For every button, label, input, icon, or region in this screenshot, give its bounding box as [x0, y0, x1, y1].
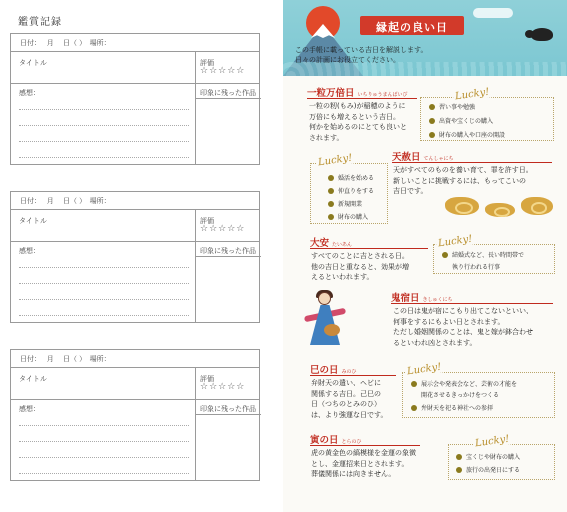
- intro-line: この手帳に載っている吉日を解説します。: [295, 46, 428, 54]
- title-label: タイトル: [19, 217, 47, 225]
- lucky-item: 仲直りをする: [328, 186, 374, 195]
- rating-label: 評価: [200, 217, 214, 225]
- day-heading-toranohi: 寅の日 とらのひ: [310, 435, 362, 446]
- lucky-item: 弁財天を祀る神社への参拝: [411, 403, 493, 412]
- rating-stars[interactable]: ☆☆☆☆☆: [200, 224, 246, 234]
- lucky-item: 旅行の出発日にする: [456, 465, 520, 474]
- bullet-icon: [328, 214, 334, 220]
- lucky-item: 展示会や発表会など、芸術の才能を: [411, 379, 517, 388]
- rating-label: 評価: [200, 59, 214, 67]
- day-heading-ichiryu: 一粒万倍日 いちりゅうまんばいび: [307, 88, 408, 99]
- memorable-work-label: 印象に残った作品: [200, 89, 256, 97]
- day-desc-toranohi: 虎の黄金色の縞模様を金運の象徴 とし、金運招来日とされます。 葬儀関係には向きません。: [311, 449, 416, 479]
- bullet-icon: [429, 118, 435, 124]
- day-heading-kishuku: 鬼宿日 きしゅくにち: [391, 293, 453, 304]
- log-card: [10, 349, 260, 481]
- lucky-item: 開花させるきっかけをつくる: [421, 392, 500, 399]
- lucky-item: 宝くじや財布の購入: [456, 452, 520, 461]
- lucky-item: 出資や宝くじの購入: [429, 116, 493, 125]
- date-place-field[interactable]: 日付： 月 日（ ） 場所：: [11, 192, 259, 210]
- cloud-icon: [473, 8, 513, 18]
- intro-text: [295, 45, 565, 65]
- bullet-icon: [328, 201, 334, 207]
- bullet-icon: [429, 104, 435, 110]
- day-desc-ichiryu: 一粒の籾(もみ)が稲穂のように 万倍にも増えるという吉日。 何かを始めるのにとても良いと されます。: [309, 102, 407, 142]
- lucky-label: Lucky!: [437, 233, 474, 250]
- bullet-icon: [442, 252, 448, 258]
- date-place-field[interactable]: 日付： 月 日（ ） 場所：: [11, 34, 259, 52]
- ox-icon: [531, 28, 553, 41]
- log-title: 鑑賞記録: [18, 17, 62, 28]
- lucky-item: 財布の購入や口座の開設: [429, 130, 505, 139]
- lucky-item: 婚活を始める: [328, 173, 374, 182]
- day-desc-kishuku: この日は鬼が宿にこもり出てこないといい、 何事をするにもよい日とされます。 ただし婚姻関係のことは、鬼と嫁が鉢合わせ るといわれ凶とされます。: [393, 307, 533, 347]
- lucky-item: 執り行われる行事: [452, 264, 501, 271]
- rating-stars[interactable]: ☆☆☆☆☆: [200, 382, 246, 392]
- benzaiten-illustration: [304, 290, 346, 352]
- log-card: [10, 33, 260, 165]
- title-label: タイトル: [19, 375, 47, 383]
- lucky-days-page: [283, 0, 567, 512]
- day-heading-taian: 大安 たいあん: [310, 238, 353, 249]
- title-plate: [360, 16, 464, 35]
- page-title: 縁起の良い日: [376, 21, 448, 34]
- lucky-item: 新規開業: [328, 199, 362, 208]
- memorable-work-label: 印象に残った作品: [200, 405, 256, 413]
- lucky-box: [448, 444, 555, 480]
- auspicious-cloud-icon: [521, 197, 553, 215]
- rating-label: 評価: [200, 375, 214, 383]
- bullet-icon: [328, 175, 334, 181]
- day-desc-tensha: 天がすべてのものを養い育て、罪を許す日。 新しいことに挑戦するには、もってこいの 吉日です。: [393, 166, 533, 196]
- lucky-label: Lucky!: [317, 152, 354, 169]
- appreciation-log-page: [0, 0, 283, 512]
- lucky-item: 結婚式など、長い時間帯で: [442, 250, 524, 259]
- impression-label: 感想：: [19, 89, 40, 97]
- bullet-icon: [328, 188, 334, 194]
- day-desc-taian: すべてのことに吉とされる日。 他の吉日と重なると、効果が増 えるといわれます。: [311, 252, 409, 282]
- auspicious-cloud-icon: [485, 203, 515, 217]
- header-banner: [283, 0, 567, 76]
- bullet-icon: [411, 405, 417, 411]
- lucky-label: Lucky!: [454, 86, 491, 103]
- bullet-icon: [456, 454, 462, 460]
- day-heading-tensha: 天赦日 てんしゃにち: [392, 152, 454, 163]
- bullet-icon: [411, 381, 417, 387]
- rating-stars[interactable]: ☆☆☆☆☆: [200, 66, 246, 76]
- day-heading-minohi: 巳の日 みのひ: [310, 365, 357, 376]
- log-card: [10, 191, 260, 323]
- lucky-label: Lucky!: [474, 433, 511, 450]
- impression-label: 感想：: [19, 247, 40, 255]
- lucky-item: 習い事や勉強: [429, 102, 475, 111]
- intro-line: 日々の計画にお役立てください。: [295, 56, 400, 64]
- auspicious-cloud-icon: [445, 197, 479, 215]
- lucky-item: 財布の購入: [328, 212, 368, 221]
- impression-label: 感想：: [19, 405, 40, 413]
- title-label: タイトル: [19, 59, 47, 67]
- bullet-icon: [456, 467, 462, 473]
- lucky-label: Lucky!: [406, 361, 443, 378]
- date-place-field[interactable]: 日付： 月 日（ ） 場所：: [11, 350, 259, 368]
- day-desc-minohi: 弁財天の遣い、ヘビに 関係する吉日。己巳の 日（つちのとみのひ） は、より強運な日です。: [311, 379, 388, 419]
- memorable-work-label: 印象に残った作品: [200, 247, 256, 255]
- bullet-icon: [429, 132, 435, 138]
